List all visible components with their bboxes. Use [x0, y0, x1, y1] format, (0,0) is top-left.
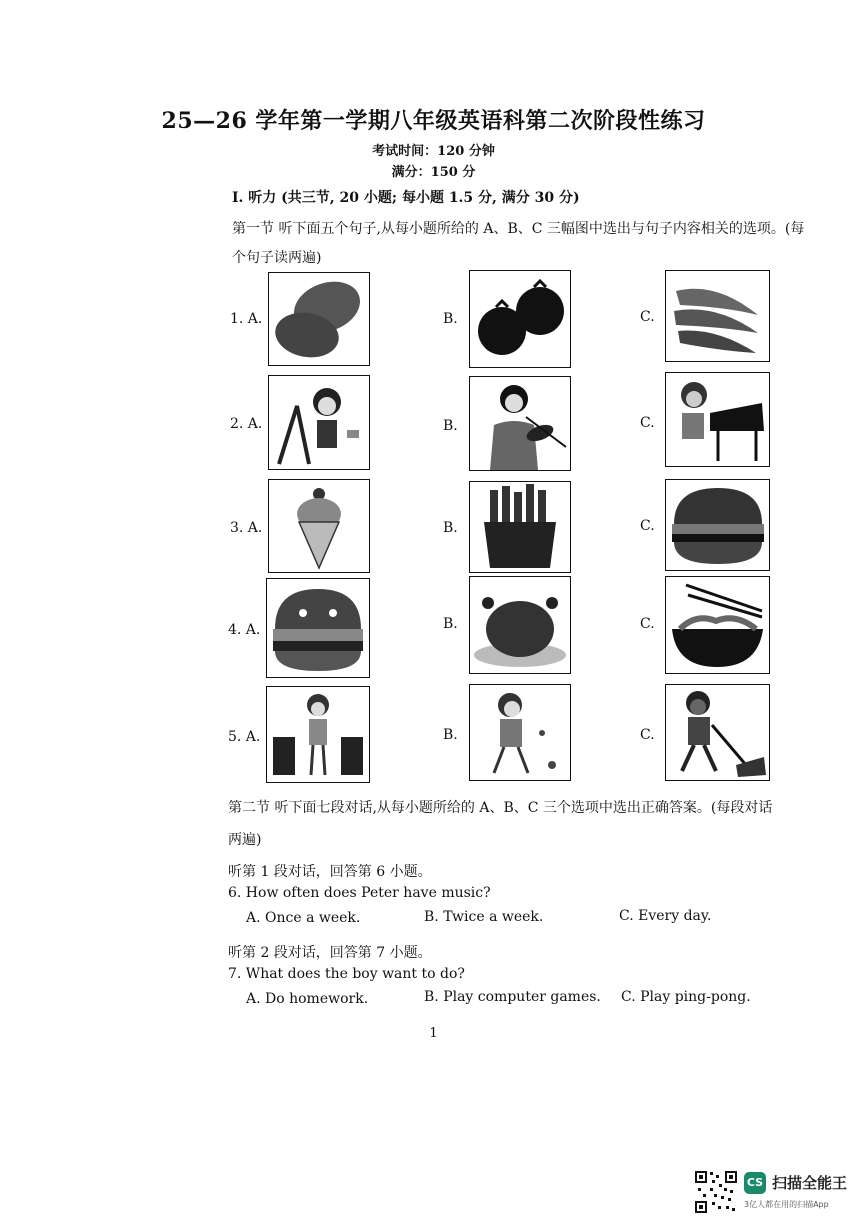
girl-painting-icon: [268, 375, 370, 470]
page-title: 25—26 学年第一学期八年级英语科第二次阶段性练习: [161, 108, 706, 134]
exam-time: 考试时间：120 分钟: [372, 144, 495, 159]
q7-option-a: A. Do homework.: [246, 991, 369, 1007]
q5-label: 5. A.: [228, 729, 261, 745]
q5-c-label: C.: [640, 727, 655, 743]
boy-littering-icon: [469, 684, 571, 781]
q3-b-label: B.: [443, 520, 458, 536]
q4-c-label: C.: [640, 616, 655, 632]
boy-violin-icon: [469, 376, 571, 471]
q7-text: 7. What does the boy want to do?: [228, 966, 465, 982]
cute-hamburger-icon: [266, 578, 370, 678]
q5-b-label: B.: [443, 727, 458, 743]
q1-b-label: B.: [443, 311, 458, 327]
section2-instruction: 第二节 听下面七段对话,从每小题所给的 A、B、C 三个选项中选出正确答案。(每段对话: [228, 800, 773, 816]
q6-option-b: B. Twice a week.: [424, 909, 544, 925]
q7-option-c: C. Play ping-pong.: [621, 989, 751, 1005]
scanner-logo-icon: CS: [744, 1172, 766, 1194]
section1-instruction-cont: 个句子读两遍): [232, 250, 322, 266]
bananas-icon: [665, 270, 770, 362]
q3-c-label: C.: [640, 518, 655, 534]
q4-b-label: B.: [443, 616, 458, 632]
q2-label: 2. A.: [230, 416, 263, 432]
q2-c-label: C.: [640, 415, 655, 431]
potatoes-icon: [268, 272, 370, 366]
tomatoes-icon: [469, 270, 571, 368]
q6-option-a: A. Once a week.: [246, 910, 361, 926]
noodles-icon: [665, 576, 770, 674]
q7-option-b: B. Play computer games.: [424, 989, 601, 1005]
q1-label: 1. A.: [230, 311, 263, 327]
full-score: 满分：150 分: [391, 165, 476, 180]
ice-cream-icon: [268, 479, 370, 573]
page-number: 1: [429, 1026, 438, 1041]
scanner-tagline: 3亿人都在用的扫描App: [744, 1200, 829, 1209]
scanner-app-name: 扫描全能王: [772, 1174, 848, 1192]
q3-label: 3. A.: [230, 520, 263, 536]
dialog1-intro: 听第 1 段对话，回答第 6 小题。: [228, 864, 432, 880]
q4-label: 4. A.: [228, 622, 261, 638]
q6-option-c: C. Every day.: [619, 908, 712, 924]
q6-text: 6. How often does Peter have music?: [228, 885, 491, 901]
roast-chicken-icon: [469, 576, 571, 674]
french-fries-icon: [469, 481, 571, 573]
dialog2-intro: 听第 2 段对话，回答第 7 小题。: [228, 945, 432, 961]
hamburger-icon: [665, 479, 770, 571]
boy-sweeping-icon: [665, 684, 770, 781]
qr-code-icon: [694, 1170, 738, 1214]
q2-b-label: B.: [443, 418, 458, 434]
boy-sorting-trash-icon: [266, 686, 370, 783]
section2-instruction-cont: 两遍): [228, 832, 262, 848]
girl-piano-icon: [665, 372, 770, 467]
part1-heading: I. 听力 (共三节, 20 小题; 每小题 1.5 分, 满分 30 分): [232, 190, 580, 206]
section1-instruction: 第一节 听下面五个句子,从每小题所给的 A、B、C 三幅图中选出与句子内容相关的选项。(每: [232, 221, 805, 237]
q1-c-label: C.: [640, 309, 655, 325]
